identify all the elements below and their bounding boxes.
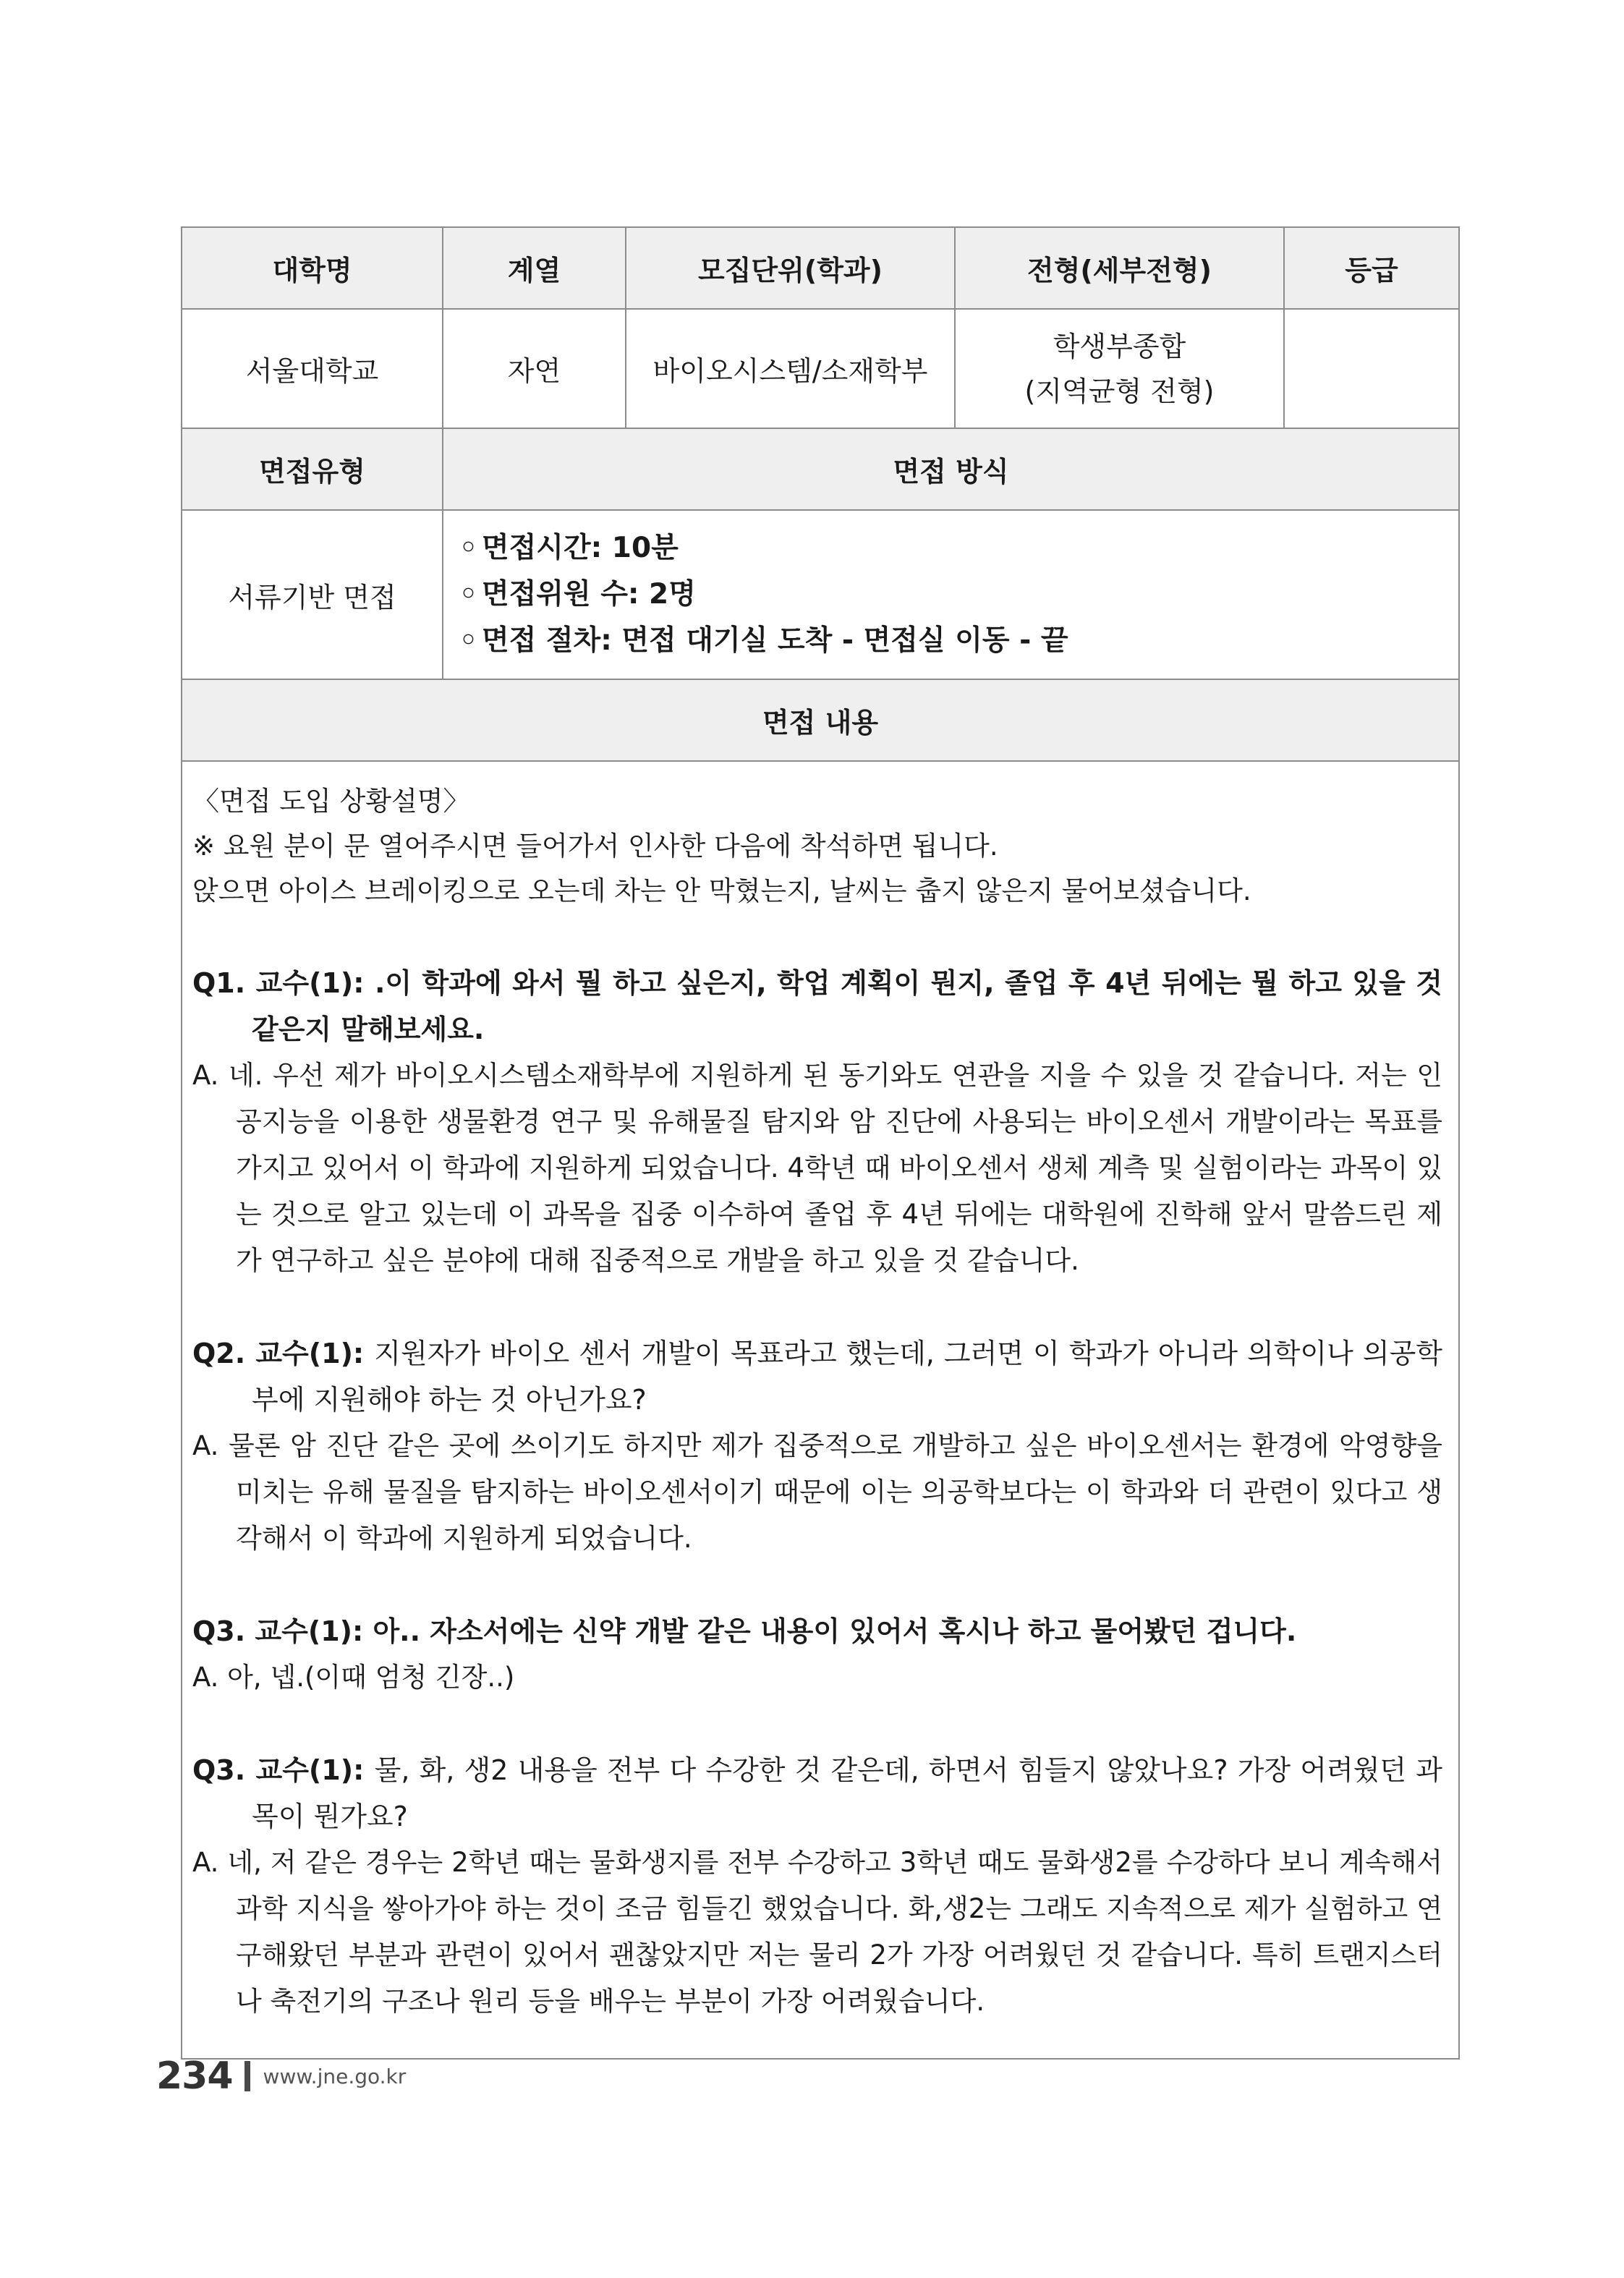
department-value: 바이오시스템/소재학부 xyxy=(626,309,955,428)
method-item-text: 면접 절차: 면접 대기실 도착 - 면접실 이동 - 끝 xyxy=(481,624,1068,657)
page-footer xyxy=(156,2054,406,2098)
answer-1: A. 네. 우선 제가 바이오시스템소재학부에 지원하게 된 동기와도 연관을 지을 수 있을 것 같습니다. 저는 인공지능을 이용한 생물환경 연구 및 유해물질 탐지와 암 진단에 사용되는 바이오센서 개발이라는 목표를 가지고 있어서 이 학과에 지원하게 되었습니다. 4학년 때 바이오센서 생체 계측 및 실험이라는 과목이 있는 것으로 알고 있는데 이 과목을 집중 이수하여 졸업 후 4년 뒤에는 대학원에 진학해 앞서 말씀드린 제가 연구하고 싶은 분야에 대해 집중적으로 개발을 하고 있을 것 같습니다. xyxy=(192,1060,1442,1276)
bullet-icon: ◦ xyxy=(459,532,477,564)
spacer xyxy=(192,1701,1442,1747)
bullet-icon: ◦ xyxy=(459,578,477,611)
header-grade: 등급 xyxy=(1284,227,1459,309)
method-item-text: 면접시간: 10분 xyxy=(481,532,679,564)
spacer xyxy=(192,1562,1442,1608)
method-item xyxy=(459,618,1458,664)
header-university: 대학명 xyxy=(182,227,443,309)
admission-type-value xyxy=(955,309,1284,428)
header-interview-type: 면접유형 xyxy=(182,428,443,510)
answer-3: A. 아, 넵.(이때 엄청 긴장..) xyxy=(192,1662,515,1693)
answer-2: A. 물론 암 진단 같은 곳에 쓰이기도 하지만 제가 집중적으로 개발하고 싶은 바이오센서는 환경에 악영향을 미치는 유해 물질을 탐지하는 바이오센서이기 때문에 이는 의공학보다는 이 학과와 더 관련이 있다고 생각해서 이 학과에 지원하게 되었습니다. xyxy=(192,1430,1442,1554)
interview-table xyxy=(181,226,1460,2060)
intro-line: ※ 요원 분이 문 열어주시면 들어가서 인사한 다음에 착석하면 됩니다. xyxy=(192,830,998,862)
question-text: .이 학과에 와서 뭘 하고 싶은지, 학업 계획이 뭔지, 졸업 후 4년 뒤에는 뭘 하고 있을 것 같은지 말해보세요. xyxy=(252,967,1442,1045)
intro-title: 〈면접 도입 상황설명〉 xyxy=(192,786,470,817)
admission-type-line2: (지역균형 전형) xyxy=(1024,375,1215,407)
header-department: 모집단위(학과) xyxy=(626,227,955,309)
method-item xyxy=(459,571,1458,618)
method-item-text: 면접위원 수: 2명 xyxy=(481,578,696,611)
question-4 xyxy=(192,1747,1442,1840)
bullet-icon: ◦ xyxy=(459,624,477,657)
admission-type-line1: 학생부종합 xyxy=(1053,330,1186,362)
header-admission-type: 전형(세부전형) xyxy=(955,227,1284,309)
method-item xyxy=(459,525,1458,571)
interview-type-value: 서류기반 면접 xyxy=(182,510,443,679)
page-number: 234 xyxy=(156,2054,233,2098)
question-text: 지원자가 바이오 센서 개발이 목표라고 했는데, 그러면 이 학과가 아니라 의학이나 의공학부에 지원해야 하는 것 아닌가요? xyxy=(252,1338,1442,1416)
question-1 xyxy=(192,960,1442,1053)
question-label: Q1. 교수(1): xyxy=(192,967,375,999)
header-interview-method: 면접 방식 xyxy=(443,428,1459,510)
answer-4: A. 네, 저 같은 경우는 2학년 때는 물화생지를 전부 수강하고 3학년 때도 물화생2를 수강하다 보니 계속해서 과학 지식을 쌓아가야 하는 것이 조금 힘들긴 했었습니다. 화,생2는 그래도 지속적으로 제가 실험하고 연구해왔던 부분과 관련이 있어서 괜찮았지만 저는 물리 2가 가장 어려웠던 것 같습니다. 특히 트랜지스터나 축전기의 구조나 원리 등을 배우는 부분이 가장 어려웠습니다. xyxy=(192,1847,1442,2017)
footer-url: www.jne.go.kr xyxy=(263,2064,407,2088)
spacer xyxy=(192,914,1442,960)
university-value: 서울대학교 xyxy=(182,309,443,428)
intro-line: 앉으면 아이스 브레이킹으로 오는데 차는 안 막혔는지, 날씨는 춥지 않은지 물어보셨습니다. xyxy=(192,875,1251,906)
question-text: 물, 화, 생2 내용을 전부 다 수강한 것 같은데, 하면서 힘들지 않았나요? 가장 어려웠던 과목이 뭔가요? xyxy=(252,1754,1442,1832)
question-label: Q3. 교수(1): xyxy=(192,1615,373,1647)
question-label: Q3. 교수(1): xyxy=(192,1754,375,1786)
divider-bar xyxy=(245,2061,250,2091)
question-2 xyxy=(192,1330,1442,1423)
interview-method-list xyxy=(443,510,1459,679)
question-3 xyxy=(192,1608,1442,1654)
field-value: 자연 xyxy=(443,309,626,428)
spacer xyxy=(192,1284,1442,1330)
question-label: Q2. 교수(1): xyxy=(192,1338,375,1369)
header-interview-content: 면접 내용 xyxy=(182,679,1459,761)
grade-value xyxy=(1284,309,1459,428)
question-text: 아.. 자소서에는 신약 개발 같은 내용이 있어서 혹시나 하고 물어봤던 겁니다. xyxy=(373,1615,1297,1647)
interview-content xyxy=(182,761,1459,2059)
header-field: 계열 xyxy=(443,227,626,309)
